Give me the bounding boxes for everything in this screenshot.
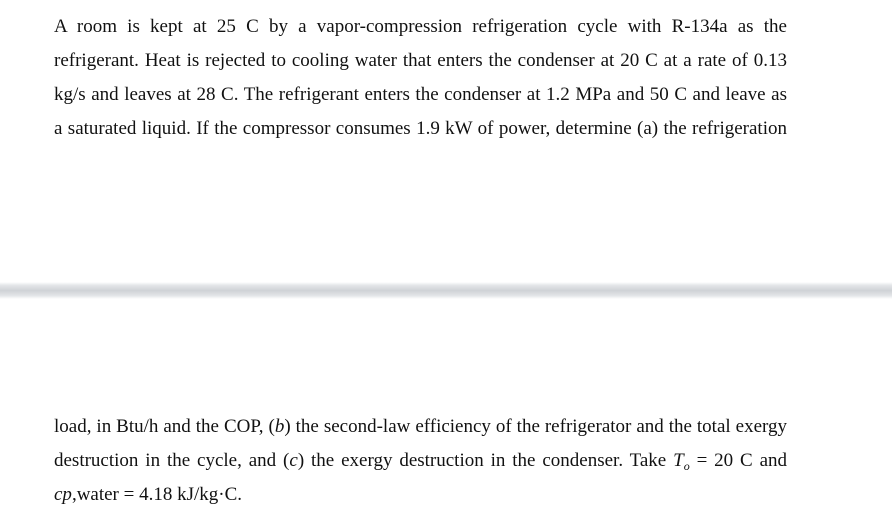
problem-text-line-6 [54, 450, 787, 477]
problem-text-line-5 [54, 416, 787, 438]
problem-text-line-1: A room is kept at 25 C by a vapor-compression refrigeration cycle with R-134a as the [54, 16, 787, 37]
line-7-rest: ,water = 4.18 kJ/kg·C. [71, 484, 243, 505]
dead-state-subscript: o [683, 459, 690, 473]
problem-page-bottom [0, 299, 892, 514]
dead-state-temperature-symbol: T [673, 450, 684, 471]
line-5-part-2: ) the second-law efficiency of the refrigerator and the total exergy [284, 416, 787, 437]
part-b-label: b [274, 416, 285, 437]
line-6-part-1: destruction in the cycle, and ( [54, 450, 290, 471]
problem-text-line-4 [54, 118, 787, 140]
problem-text-line-4-text: a saturated liquid. If the compressor consumes 1.9 kW of power, determine (a) the refrigeration [54, 118, 787, 139]
page-break-divider [0, 282, 892, 299]
line-6-part-3: = 20 C and [689, 450, 788, 471]
problem-text-line-2: refrigerant. Heat is rejected to cooling water that enters the condenser at 20 C at a rate of 0.13 [54, 50, 787, 71]
line-6-part-2: ) the exergy destruction in the condenser. Take [297, 450, 674, 471]
specific-heat-symbol: cp [54, 484, 72, 505]
line-5-part-1: load, in Btu/h and the COP, ( [54, 416, 275, 437]
problem-text-line-3: kg/s and leaves at 28 C. The refrigerant enters the condenser at 1.2 MPa and 50 C and leave as [54, 84, 787, 105]
problem-text-line-7 [54, 484, 787, 506]
part-c-label: c [289, 450, 298, 471]
